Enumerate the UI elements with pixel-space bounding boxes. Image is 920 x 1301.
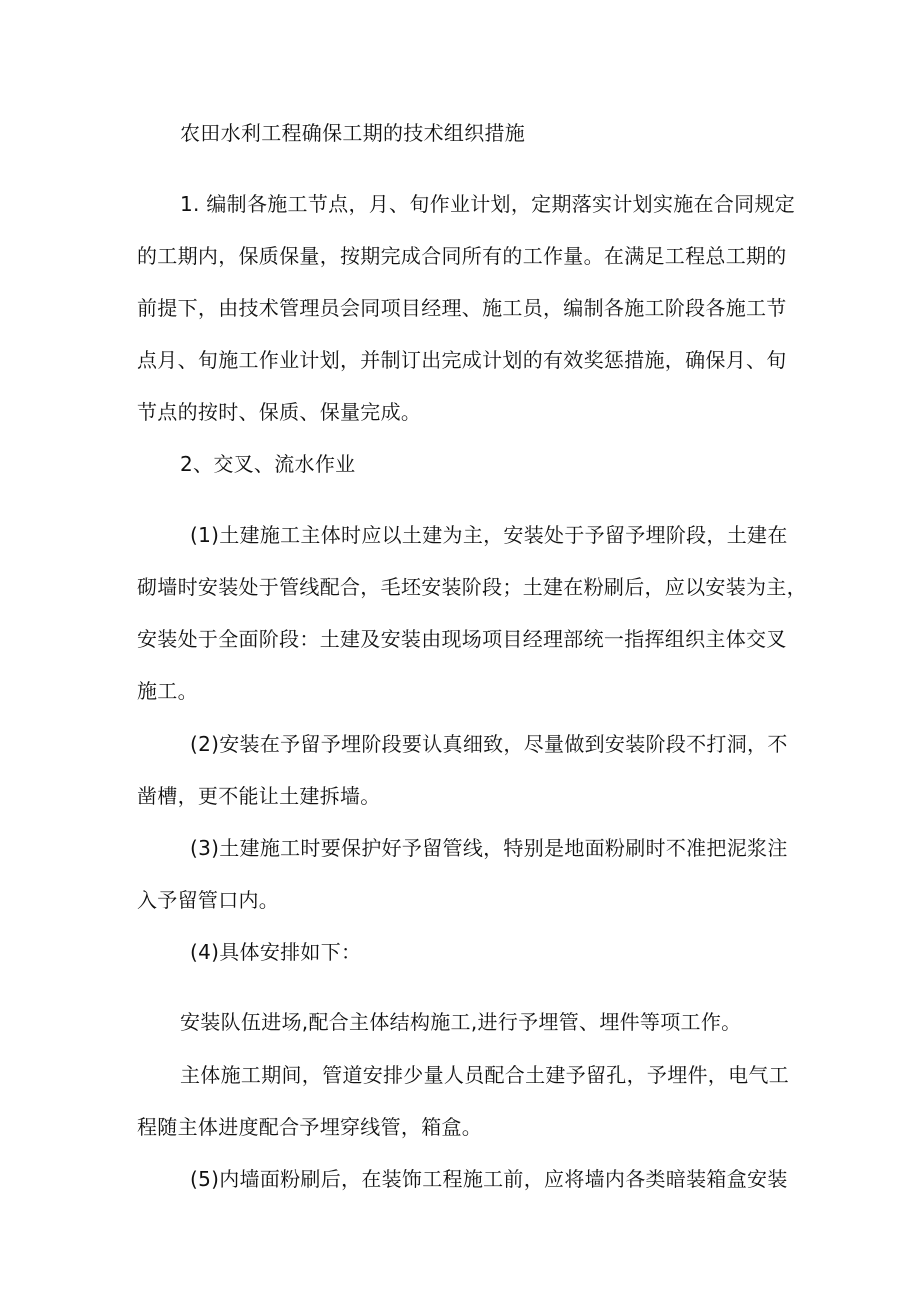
paragraph-line: 前提下，由技术管理员会同项目经理、施工员，编制各施工阶段各施工节 — [137, 296, 787, 320]
section-heading: 2、交叉、流水作业 — [180, 452, 356, 476]
paragraph-line: 入予留管口内。 — [137, 888, 280, 912]
paragraph-line: 安装队伍进场,配合主体结构施工,进行予埋管、埋件等项工作。 — [180, 1010, 742, 1034]
paragraph-line: 安装处于全面阶段：土建及安装由现场项目经理部统一指挥组织主体交叉 — [137, 627, 787, 651]
paragraph-line: 节点的按时、保质、保量完成。 — [137, 400, 422, 424]
paragraph-line: 1. 编制各施工节点，月、旬作业计划，定期落实计划实施在合同规定 — [180, 192, 796, 216]
paragraph-line: (3)土建施工时要保护好予留管线，特别是地面粉刷时不准把泥浆注 — [190, 836, 788, 860]
paragraph-line: (5)内墙面粉刷后，在装饰工程施工前，应将墙内各类暗装箱盒安装 — [190, 1167, 788, 1191]
paragraph-line: 程随主体进度配合予埋穿线管，箱盒。 — [137, 1115, 483, 1139]
paragraph-line: 凿槽，更不能让土建拆墙。 — [137, 784, 381, 808]
paragraph-line: (2)安装在予留予埋阶段要认真细致，尽量做到安装阶段不打洞，不 — [190, 732, 788, 756]
document-title: 农田水利工程确保工期的技术组织措施 — [180, 121, 526, 145]
paragraph-line: 的工期内，保质保量，按期完成合同所有的工作量。在满足工程总工期的 — [137, 244, 787, 268]
paragraph-line: (1)土建施工主体时应以土建为主，安装处于予留予埋阶段，土建在 — [190, 523, 788, 547]
paragraph-line: (4)具体安排如下： — [190, 940, 362, 964]
paragraph-line: 主体施工期间，管道安排少量人员配合土建予留孔，予埋件，电气工 — [180, 1063, 789, 1087]
paragraph-line: 砌墙时安装处于管线配合，毛坯安装阶段；土建在粉刷后，应以安装为主， — [137, 575, 807, 599]
paragraph-line: 点月、旬施工作业计划，并制订出完成计划的有效奖惩措施，确保月、旬 — [137, 348, 787, 372]
paragraph-line: 施工。 — [137, 679, 198, 703]
